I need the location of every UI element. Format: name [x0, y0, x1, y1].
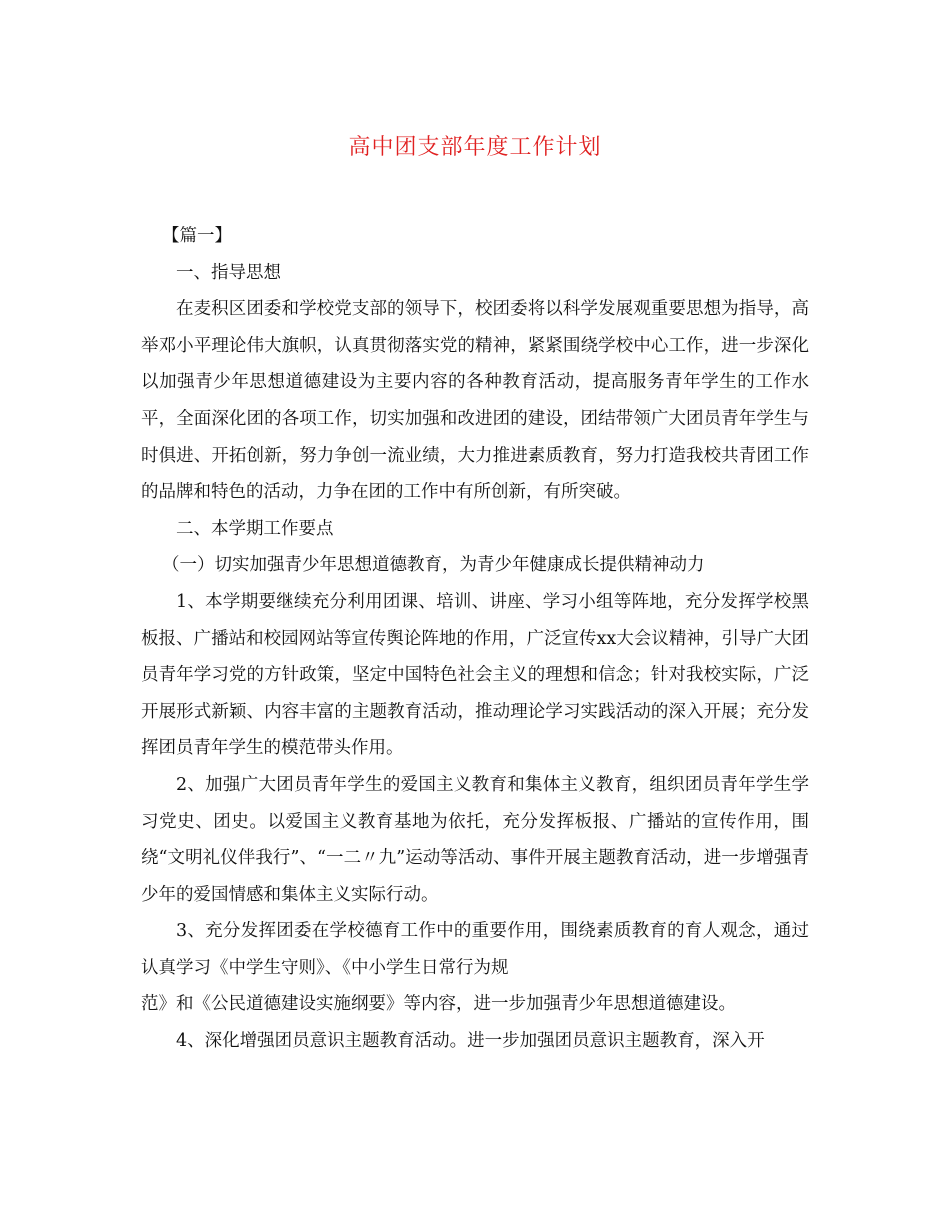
document-title: 高中团支部年度工作计划 [348, 135, 602, 160]
paragraph-item-1: 1、本学期要继续充分利用团课、培训、讲座、学习小组等阵地，充分发挥学校黑板报、广播站和校园网站等宣传舆论阵地的作用，广泛宣传xx大会议精神，引导广大团员青年学习党的方针政策，坚定中国特色社会主义的理想和信念；针对我校实际，广泛开展形式新颖、内容丰富的主题教育活动，推动理论学习实践活动的深入开展；充分发挥团员青年学生的模范带头作用。 [141, 591, 809, 759]
document-body [141, 218, 809, 1060]
section-heading-part-one: 【篇一】 [162, 226, 232, 246]
paragraph-item-2: 2、加强广大团员青年学生的爱国主义教育和集体主义教育，组织团员青年学生学习党史、团史。以爱国主义教育基地为依托，充分发挥板报、广播站的宣传作用，围绕“文明礼仪伴我行”、“一二〃九”运动等活动、事件开展主题教育活动，进一步增强青少年的爱国情感和集体主义实际行动。 [141, 774, 809, 905]
section-heading-key-points: 二、本学期工作要点 [176, 518, 334, 539]
paragraph-guiding-ideology: 在麦积区团委和学校党支部的领导下，校团委将以科学发展观重要思想为指导，高举邓小平理论伟大旗帜，认真贯彻落实党的精神，紧紧围绕学校中心工作，进一步深化以加强青少年思想道德建设为主要内容的各种教育活动，提高服务青年学生的工作水平，全面深化团的各项工作，切实加强和改进团的建设，团结带领广大团员青年学生与时俱进、开拓创新，努力争创一流业绩，大力推进素质教育，努力打造我校共青团工作的品牌和特色的活动，力争在团的工作中有所创新，有所突破。 [141, 299, 809, 503]
paragraph-item-4: 4、深化增强团员意识主题教育活动。进一步加强团员意识主题教育，深入开 [176, 1031, 765, 1052]
paragraph-item-3-continued: 范》和《公民道德建设实施纲要》等内容，进一步加强青少年思想道德建设。 [141, 994, 736, 1015]
subsection-heading-moral-education: （一）切实加强青少年思想道德教育，为青少年健康成长提供精神动力 [162, 555, 705, 576]
section-heading-guiding-ideology: 一、指导思想 [176, 262, 281, 283]
paragraph-item-3: 3、充分发挥团委在学校德育工作中的重要作用，围绕素质教育的育人观念，通过认真学习《中学生守则》、《中小学生日常行为规 [141, 921, 809, 978]
